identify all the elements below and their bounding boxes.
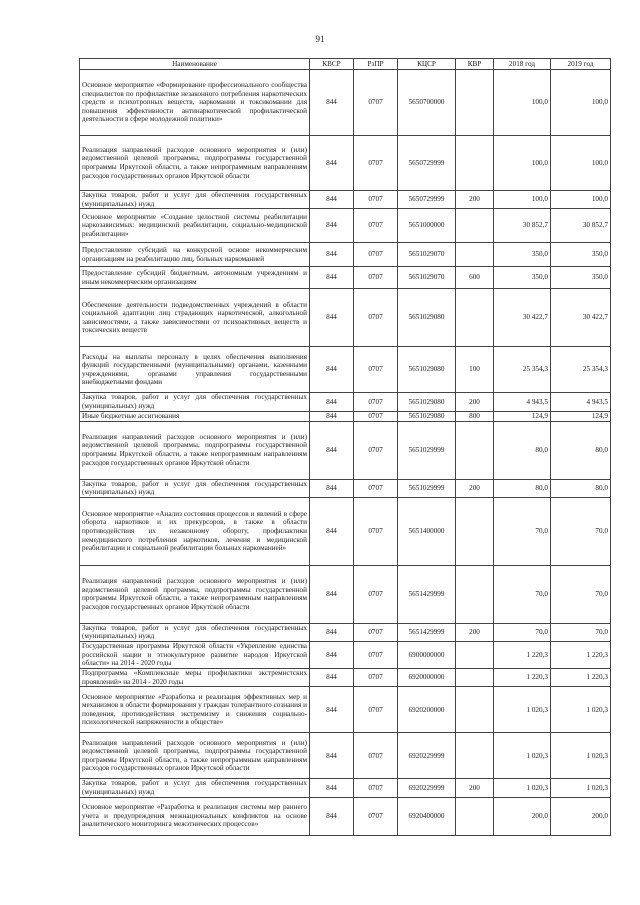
row-kcsr: 5651029999 [398,421,456,479]
row-value-2019: 1 220,3 [551,642,611,669]
row-value-2018: 1 020,3 [494,687,551,733]
row-kcsr: 5651029070 [398,243,456,267]
table-row [80,779,611,797]
row-value-2018: 1 220,3 [494,669,551,687]
row-name: Основное мероприятие «Разработка и реализация эффективных мер и механизмов в области формирования у граждан толерантного сознания и поведения, противодействия экстремизму и снижения социально-психологической напряженности в обществе» [80,687,310,733]
row-value-2019: 1 020,3 [551,687,611,733]
page-number: 91 [315,34,325,44]
row-kvsr: 844 [310,779,354,797]
row-kvr: 200 [456,191,494,209]
row-kcsr: 5650729999 [398,136,456,191]
row-name: Закупка товаров, работ и услуг для обеспечения государственных (муниципальных) нужд [80,191,310,209]
row-value-2018: 4 943,5 [494,393,551,411]
row-kvr: 200 [456,393,494,411]
row-value-2018: 200,0 [494,797,551,835]
col-header-2018: 2018 год [494,59,551,70]
row-name: Закупка товаров, работ и услуг для обеспечения государственных (муниципальных) нужд [80,623,310,641]
row-kvsr: 844 [310,687,354,733]
table-row [80,347,611,393]
row-kvr [456,421,494,479]
row-value-2019: 100,0 [551,136,611,191]
row-kvr [456,733,494,779]
row-kvr: 200 [456,779,494,797]
row-rzpr: 0707 [354,411,398,421]
row-kcsr: 6920200000 [398,687,456,733]
row-name: Иные бюджетные ассигнования [80,411,310,421]
row-kcsr: 5651429999 [398,565,456,623]
row-kvr [456,565,494,623]
row-kvr [456,497,494,565]
row-name: Основное мероприятие «Формирование профессионального сообщества специалистов по профилактике незаконного потребления наркотических средств и психотропных веществ, наркомании и токсикомании для повышения эффективности антинаркотической профилактической деятельности в сфере молодежной политики» [80,70,310,136]
row-kvsr: 844 [310,479,354,497]
table-row [80,733,611,779]
row-kvsr: 844 [310,497,354,565]
row-kvsr: 844 [310,411,354,421]
row-value-2019: 100,0 [551,70,611,136]
table-row [80,623,611,641]
row-rzpr: 0707 [354,70,398,136]
row-rzpr: 0707 [354,209,398,243]
row-kvr: 100 [456,347,494,393]
row-rzpr: 0707 [354,497,398,565]
row-name: Основное мероприятие «Разработка и реализация системы мер раннего учета и предупреждения межнациональных конфликтов на основе аналитического мониторинга межэтнических процессов» [80,797,310,835]
col-header-rzpr: РзПР [354,59,398,70]
col-header-name: Наименование [80,59,310,70]
row-kcsr: 5651029999 [398,479,456,497]
row-value-2019: 70,0 [551,623,611,641]
table-row [80,687,611,733]
row-value-2018: 1 020,3 [494,733,551,779]
row-name: Закупка товаров, работ и услуг для обеспечения государственных (муниципальных) нужд [80,479,310,497]
row-value-2019: 70,0 [551,565,611,623]
table-row [80,289,611,347]
row-kvr [456,136,494,191]
row-kvsr: 844 [310,393,354,411]
row-value-2018: 1 020,3 [494,779,551,797]
table-row [80,209,611,243]
row-value-2019: 1 020,3 [551,779,611,797]
row-rzpr: 0707 [354,623,398,641]
row-name: Предоставление субсидий бюджетным, автономным учреждениям и иным некоммерческим организациям [80,267,310,289]
row-value-2019: 1 020,3 [551,733,611,779]
table-row [80,393,611,411]
row-kvr: 600 [456,267,494,289]
row-value-2018: 30 852,7 [494,209,551,243]
row-kcsr: 5651400000 [398,497,456,565]
row-rzpr: 0707 [354,642,398,669]
row-kvr [456,797,494,835]
row-name: Основное мероприятие «Создание целостной системы реабилитации наркозависимых: медицинской реабилитации, социально-медицинской реабилитации» [80,209,310,243]
row-kvsr: 844 [310,209,354,243]
row-rzpr: 0707 [354,267,398,289]
row-kvsr: 844 [310,669,354,687]
row-kcsr: 5651029080 [398,393,456,411]
row-value-2018: 30 422,7 [494,289,551,347]
row-kvsr: 844 [310,191,354,209]
row-kvsr: 844 [310,421,354,479]
row-value-2019: 124,9 [551,411,611,421]
row-name: Государственная программа Иркутской области «Укрепление единства российской нации и этнокультурное развитие народов Иркутской области» на 2014 - 2020 годы [80,642,310,669]
row-kvr [456,70,494,136]
row-kvsr: 844 [310,642,354,669]
row-rzpr: 0707 [354,669,398,687]
row-name: Реализация направлений расходов основного мероприятия и (или) ведомственной целевой программы, подпрограммы государственной программы Иркутской области, а также непрограммным направлениям расходов государственных органов Иркутской области [80,565,310,623]
row-value-2018: 350,0 [494,267,551,289]
table-header-row [80,59,611,70]
row-value-2018: 70,0 [494,497,551,565]
row-kvsr: 844 [310,797,354,835]
row-name: Реализация направлений расходов основного мероприятия и (или) ведомственной целевой программы, подпрограммы государственной программы Иркутской области, а также непрограммным направлениям расходов государственных органов Иркутской области [80,136,310,191]
row-value-2019: 70,0 [551,497,611,565]
row-value-2018: 1 220,3 [494,642,551,669]
row-value-2019: 4 943,5 [551,393,611,411]
row-value-2019: 1 220,3 [551,669,611,687]
row-rzpr: 0707 [354,243,398,267]
row-value-2018: 124,9 [494,411,551,421]
row-kcsr: 5650700000 [398,70,456,136]
table-row [80,70,611,136]
row-kvr: 200 [456,479,494,497]
table-body [80,70,611,836]
table-row [80,642,611,669]
row-kvsr: 844 [310,136,354,191]
row-value-2019: 200,0 [551,797,611,835]
row-value-2018: 25 354,3 [494,347,551,393]
row-rzpr: 0707 [354,136,398,191]
row-name: Предоставление субсидий на конкурсной основе некоммерческим организациям на реабилитацию лиц, больных наркоманией [80,243,310,267]
row-value-2018: 350,0 [494,243,551,267]
row-rzpr: 0707 [354,479,398,497]
row-name: Закупка товаров, работ и услуг для обеспечения государственных (муниципальных) нужд [80,779,310,797]
row-kvsr: 844 [310,70,354,136]
row-value-2019: 350,0 [551,243,611,267]
row-kvsr: 844 [310,623,354,641]
row-kvsr: 844 [310,347,354,393]
col-header-kvsr: КВСР [310,59,354,70]
row-value-2019: 100,0 [551,191,611,209]
row-name: Закупка товаров, работ и услуг для обеспечения государственных (муниципальных) нужд [80,393,310,411]
row-kvr [456,642,494,669]
row-name: Основное мероприятие «Анализ состояния процессов и явлений в сфере оборота наркотиков и их прекурсоров, в также в области противодействия их незаконному обороту, профилактики немедицинского потребления наркотиков, лечения и медицинской реабилитации и социальной реабилитации больных наркоманией» [80,497,310,565]
row-value-2018: 100,0 [494,136,551,191]
row-rzpr: 0707 [354,797,398,835]
row-kvsr: 844 [310,733,354,779]
table-row [80,191,611,209]
row-kcsr: 5650729999 [398,191,456,209]
col-header-kcsr: КЦСР [398,59,456,70]
row-kvr: 800 [456,411,494,421]
row-value-2019: 80,0 [551,421,611,479]
row-kcsr: 6920000000 [398,669,456,687]
row-rzpr: 0707 [354,687,398,733]
row-value-2019: 25 354,3 [551,347,611,393]
budget-table [79,58,611,836]
row-kvsr: 844 [310,267,354,289]
row-kvr [456,289,494,347]
table-row [80,497,611,565]
row-name: Расходы на выплаты персоналу в целях обеспечения выполнения функций государственными (муниципальными) органами, казенными учреждениями, органами управления государственными внебюджетными фондами [80,347,310,393]
row-kcsr: 5651029080 [398,411,456,421]
row-kvsr: 844 [310,243,354,267]
table-row [80,267,611,289]
table-row [80,565,611,623]
row-name: Подпрограмма «Комплексные меры профилактики экстремистских проявлений» на 2014 - 2020 годы [80,669,310,687]
row-value-2018: 70,0 [494,565,551,623]
row-kcsr: 6920400000 [398,797,456,835]
row-kvr [456,209,494,243]
row-value-2018: 100,0 [494,191,551,209]
row-value-2018: 80,0 [494,479,551,497]
row-kcsr: 5651429999 [398,623,456,641]
row-value-2019: 80,0 [551,479,611,497]
row-rzpr: 0707 [354,421,398,479]
table-row [80,411,611,421]
row-kcsr: 6920229999 [398,779,456,797]
row-name: Обеспечение деятельности подведомственных учреждений в области социальной адаптации лиц страдающих наркотической, алкогольной зависимостями, а также зависимостями от психоактивных веществ и токсических веществ [80,289,310,347]
row-value-2019: 30 852,7 [551,209,611,243]
row-value-2018: 80,0 [494,421,551,479]
row-kcsr: 6920229999 [398,733,456,779]
row-kcsr: 5651000000 [398,209,456,243]
row-value-2018: 70,0 [494,623,551,641]
table-row [80,669,611,687]
col-header-kvr: КВР [456,59,494,70]
row-value-2018: 100,0 [494,70,551,136]
row-name: Реализация направлений расходов основного мероприятия и (или) ведомственной целевой программы, подпрограммы государственной программы Иркутской области, а также непрограммным направлениям расходов государственных органов Иркутской области [80,421,310,479]
row-name: Реализация направлений расходов основного мероприятия и (или) ведомственной целевой программы, подпрограммы государственной программы Иркутской области, а также непрограммным направлениям расходов государственных органов Иркутской области [80,733,310,779]
row-kvsr: 844 [310,565,354,623]
row-rzpr: 0707 [354,393,398,411]
row-rzpr: 0707 [354,733,398,779]
table-row [80,421,611,479]
row-value-2019: 350,0 [551,267,611,289]
row-kcsr: 5651029070 [398,267,456,289]
row-value-2019: 30 422,7 [551,289,611,347]
row-kvr [456,243,494,267]
row-rzpr: 0707 [354,565,398,623]
col-header-2019: 2019 год [551,59,611,70]
row-kvr [456,669,494,687]
row-kvr: 200 [456,623,494,641]
row-kcsr: 5651029080 [398,289,456,347]
row-kcsr: 6900000000 [398,642,456,669]
row-kcsr: 5651029080 [398,347,456,393]
row-rzpr: 0707 [354,347,398,393]
table-row [80,136,611,191]
row-kvsr: 844 [310,289,354,347]
row-kvr [456,687,494,733]
row-rzpr: 0707 [354,191,398,209]
table-row [80,479,611,497]
table-row [80,797,611,835]
row-rzpr: 0707 [354,289,398,347]
row-rzpr: 0707 [354,779,398,797]
table-row [80,243,611,267]
